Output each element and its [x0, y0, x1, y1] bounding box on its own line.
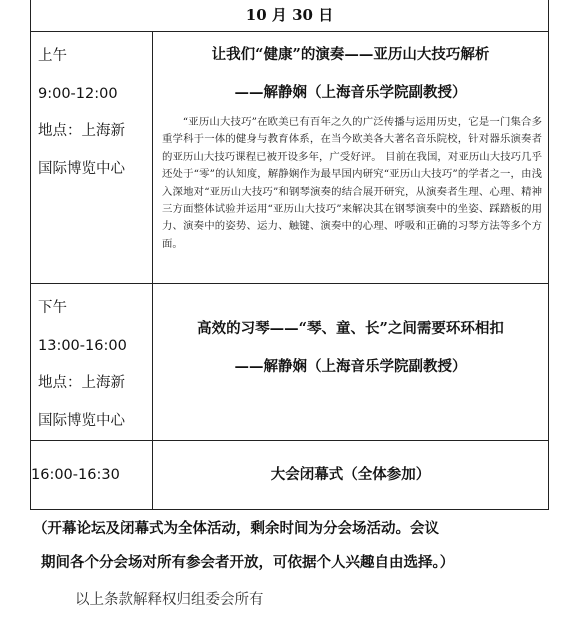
session-content-cell-afternoon [153, 284, 549, 441]
talk-speaker: ——解静娴（上海音乐学院副教授） [234, 358, 467, 375]
talk-abstract: “亚历山大技巧”在欧美已有百年之久的广泛传播与运用历史，它是一门集合多重学科于一体的健身与教育体系，在当今欧美各大著名音乐院校，针对器乐演奏者的亚历山大技巧课程已被开设多年，广受好评。 目前在我国，对亚历山大技巧几乎还处于“零”的认知度，解静娴作为最早国内研究“亚历山大技巧”的学者之一，由浅入深地对“亚历山大技巧”和钢琴演奏的结合展开研究，从演奏者生理、心理、精神三方面整体试验并运用“亚历山大技巧”来解决其在钢琴演奏中的坐姿、踩踏板的用力、演奏中的姿势、运力、触键、演奏中的心理、呼吸和正确的习琴方法等多个方面。 [162, 116, 543, 250]
session-location: 地点：上海新 [38, 123, 125, 139]
closing-event: 大会闭幕式（全体参加） [153, 441, 549, 510]
talk-title: 让我们“健康”的演奏——亚历山大技巧解析 [211, 46, 490, 63]
session-row-morning [31, 32, 549, 284]
session-period: 上午 [38, 48, 67, 64]
session-location-cont: 国际博览中心 [38, 412, 125, 429]
closing-time: 16:00-16:30 [31, 441, 153, 510]
talk-speaker: ——解静娴（上海音乐学院副教授） [234, 84, 467, 101]
session-period: 下午 [38, 300, 67, 316]
talk-title: 高效的习琴——“琴、童、长”之间需要环环相扣 [197, 320, 504, 337]
schedule-table [30, 0, 549, 510]
note-line: 期间各个分会场对所有参会者开放，可依据个人兴趣自由选择。） [41, 554, 455, 571]
session-time: 13:00-16:00 [38, 337, 127, 354]
session-content-cell-morning [153, 32, 549, 284]
session-location-cont: 国际博览中心 [38, 160, 125, 177]
session-time-cell-afternoon [31, 284, 153, 441]
session-row-closing [31, 441, 549, 510]
footer-disclaimer: 以上条款解释权归组委会所有 [75, 592, 264, 608]
session-row-afternoon [31, 284, 549, 441]
schedule-note [33, 512, 563, 580]
date-heading: 10 月 30 日 [31, 0, 549, 32]
session-location: 地点：上海新 [38, 375, 125, 391]
session-time-cell-morning [31, 32, 153, 284]
session-time: 9:00-12:00 [38, 85, 118, 102]
date-row [31, 0, 549, 32]
note-line: （开幕论坛及闭幕式为全体活动，剩余时间为分会场活动。会议 [33, 520, 439, 537]
